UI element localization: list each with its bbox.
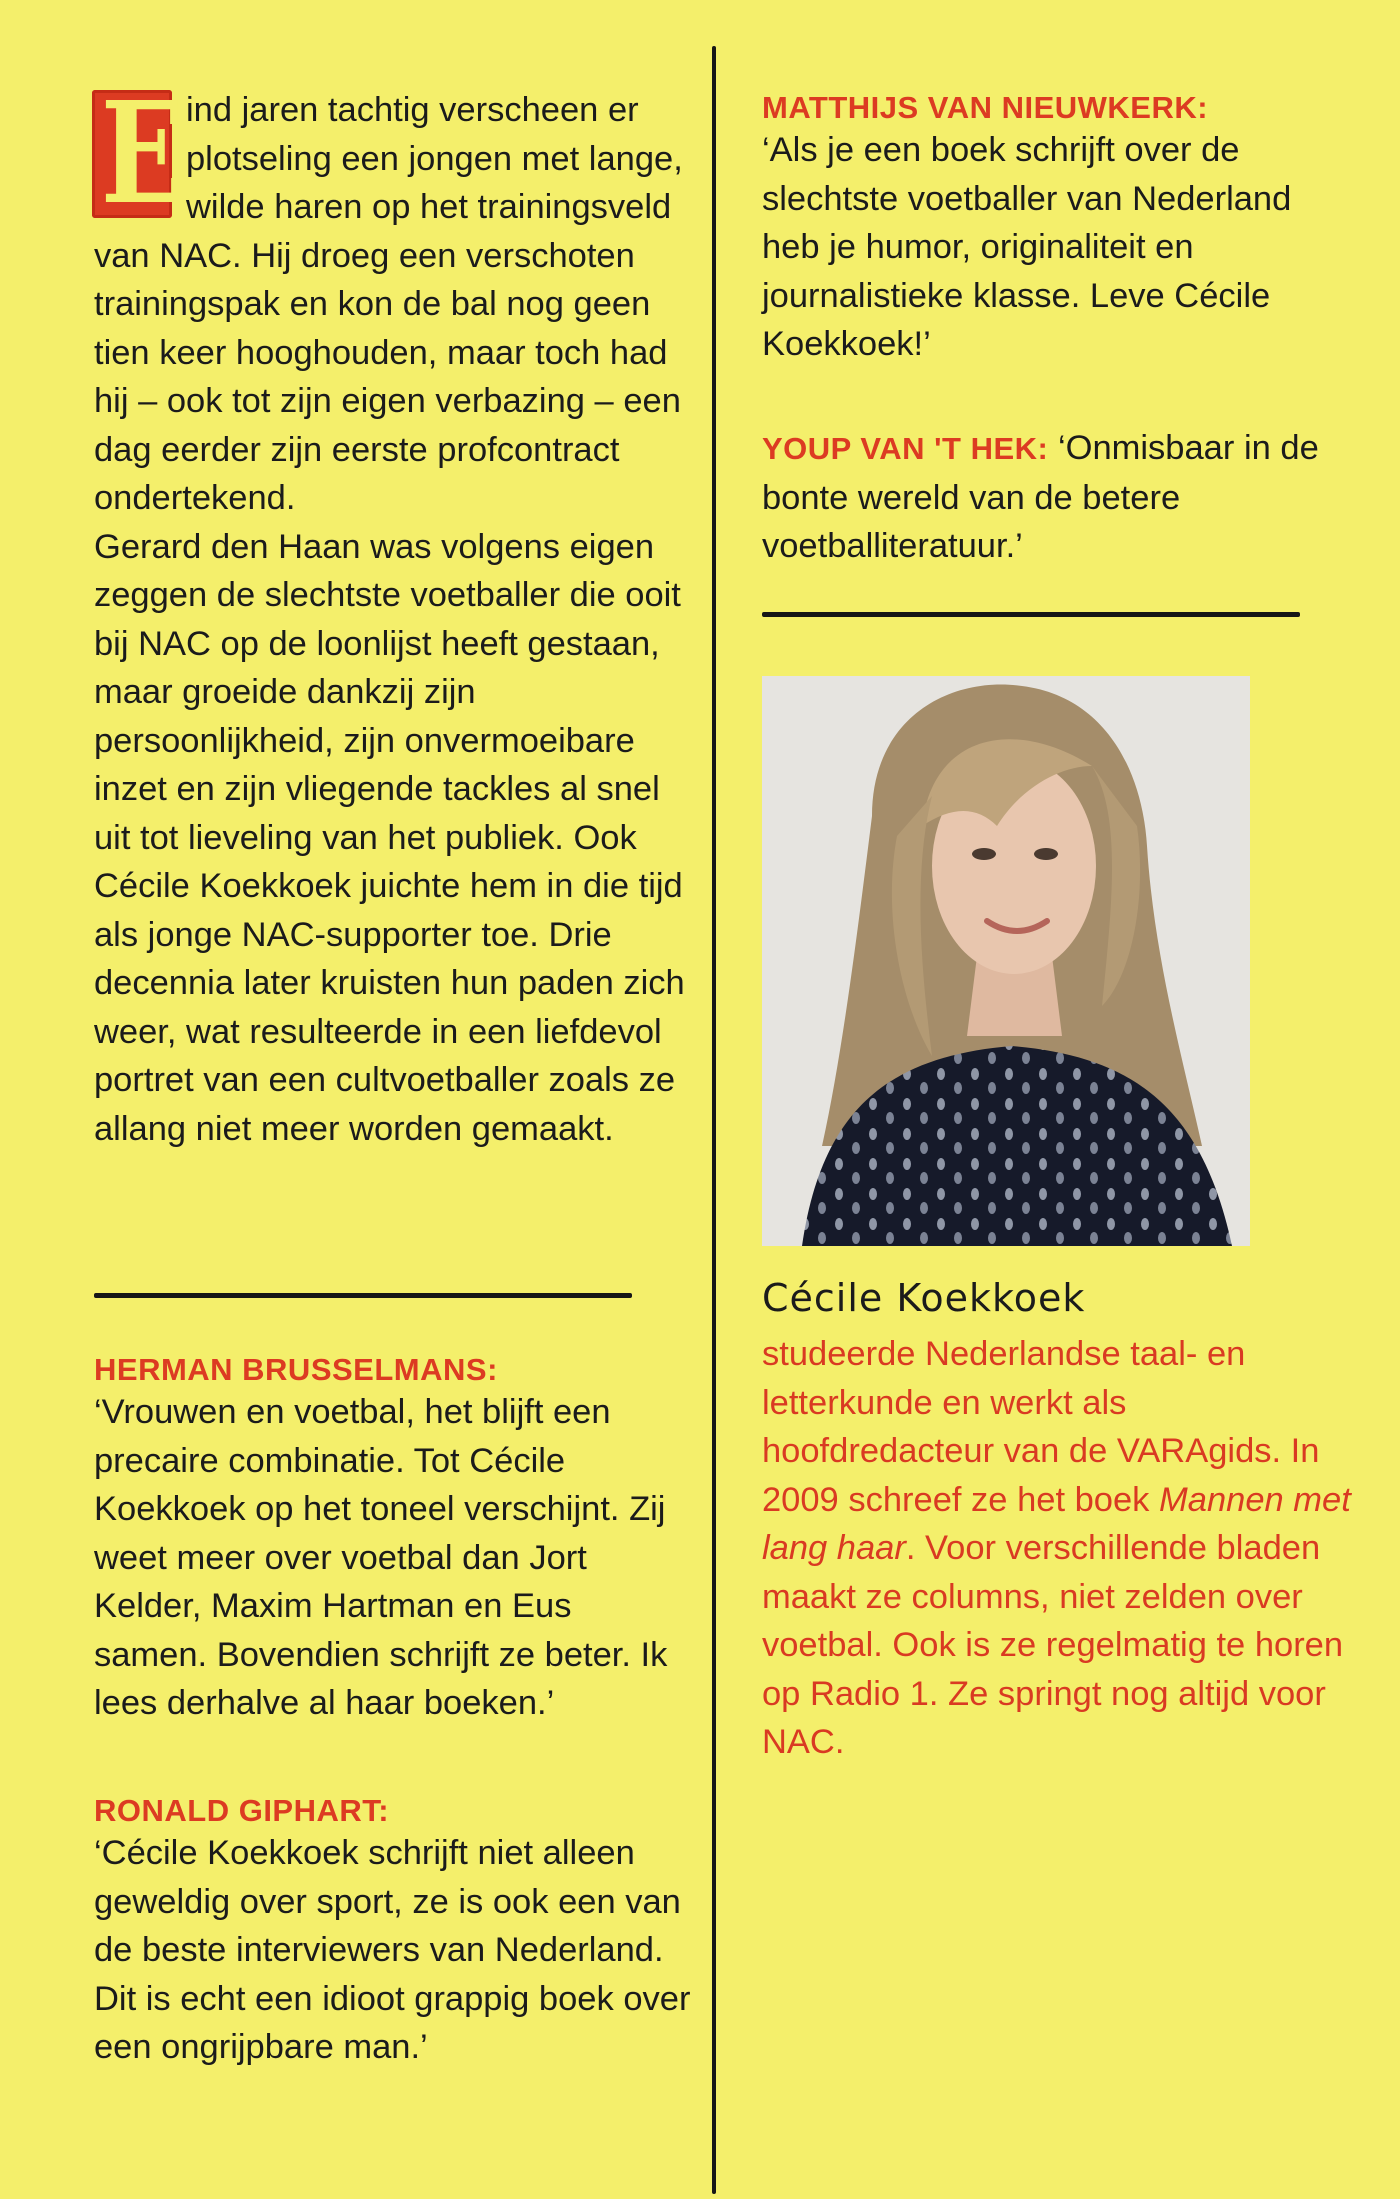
quote-author: MATTHIJS VAN NIEUWKERK: [762, 90, 1209, 125]
dropcap-letter: E [92, 90, 172, 218]
quote-van-t-hek [762, 424, 1322, 571]
quote-text: ‘Onmisbaar in de bonte wereld van de betere voetballiteratuur.’ [762, 429, 1319, 565]
intro-paragraph-1 [94, 72, 694, 523]
divider-right [762, 612, 1300, 617]
quote-giphart [94, 1793, 694, 2072]
intro-paragraph-2: Gerard den Haan was volgens eigen zeggen de slechtste voetballer die ooit bij NAC op de loonlijst heeft gestaan, maar groeide dankzij zijn persoonlijkheid, zijn onvermoeibare inzet en zijn vliegende tackles al snel uit tot lieveling van het publiek. Ook Cécile Koekkoek juichte hem in die tijd als jonge NAC-supporter toe. Drie decennia later kruisten hun paden zich weer, wat resulteerde in een liefdevol portret van een cultvoetballer zoals ze allang niet meer worden gemaakt. [94, 527, 685, 1148]
quote-text: ‘Als je een boek schrijft over de slechtste voetballer van Nederland heb je humor, originaliteit en journalistieke klasse. Leve Cécile Koekkoek!’ [762, 131, 1292, 363]
book-title: Mannen met lang haar [762, 1480, 1351, 1567]
author-name: Cécile Koekkoek [762, 1276, 1086, 1320]
author-photo [762, 676, 1250, 1246]
quote-author: HERMAN BRUSSELMANS: [94, 1352, 498, 1387]
author-bio: studeerde Nederlandse taal- en letterkunde en werkt als hoofdredacteur van de VARAgids. In 2009 schreef ze het boek Mannen met lang haar. Voor verschillende bladen maakt ze columns, niet zelden over voetbal. Ook is ze regelmatig te horen op Radio 1. Ze springt nog altijd voor NAC. [762, 1335, 1351, 1761]
quote-author: RONALD GIPHART: [94, 1793, 390, 1828]
divider-left [94, 1293, 632, 1298]
quote-text: ‘Vrouwen en voetbal, het blijft een precaire combinatie. Tot Cécile Koekkoek op het toneel verschijnt. Zij weet meer over voetbal dan Jort Kelder, Maxim Hartman en Eus samen. Bovendien schrijft ze beter. Ik lees derhalve al haar boeken.’ [94, 1393, 668, 1722]
quote-brusselmans [94, 1352, 694, 1728]
column-divider [712, 46, 716, 2194]
quote-van-nieuwkerk [762, 90, 1352, 369]
quote-author: YOUP VAN 'T HEK: [762, 431, 1049, 466]
intro-text [94, 72, 694, 1153]
quote-text: ‘Cécile Koekkoek schrijft niet alleen geweldig over sport, ze is ook een van de beste interviewers van Nederland. Dit is echt een idioot grappig boek over een ongrijpbare man.’ [94, 1834, 691, 2066]
intro-first-line: ind jaren tachtig verscheen [186, 91, 599, 129]
portrait-illustration [762, 676, 1250, 1246]
intro-rest: er plotseling een jongen met lange, wilde haren op het trainingsveld van NAC. Hij droeg een verschoten trainingspak en kon de bal nog geen tien keer hooghouden, maar toch had hij – ook tot zijn eigen verbazing – een dag eerder zijn eerste profcontract ondertekend. [94, 91, 683, 517]
